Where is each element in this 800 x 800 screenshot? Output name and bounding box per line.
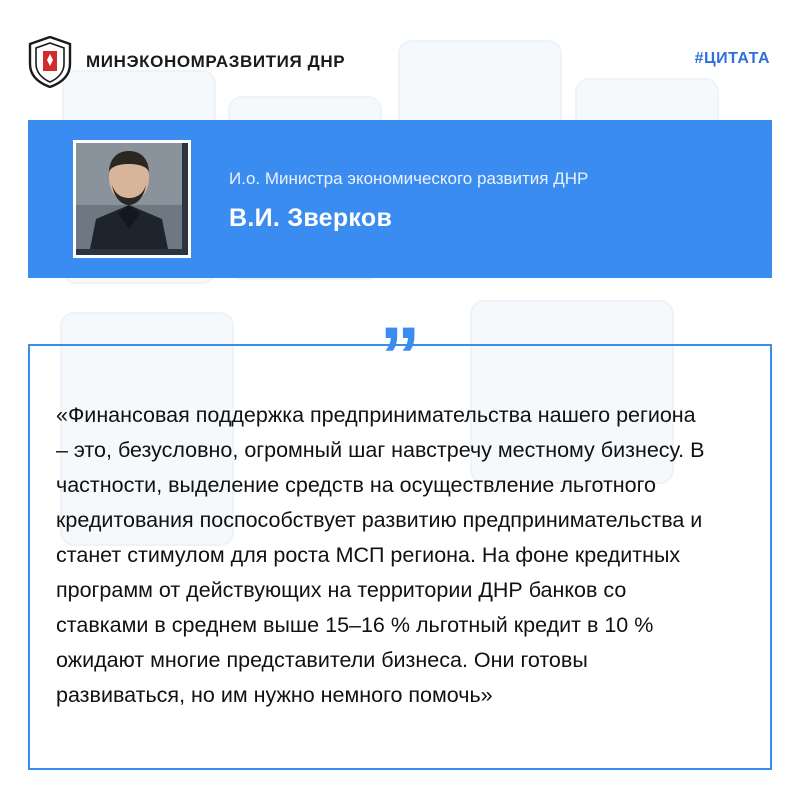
org-name: МИНЭКОНОМРАЗВИТИЯ ДНР [86, 52, 346, 71]
speaker-name: В.И. Зверков [229, 203, 393, 232]
avatar [73, 140, 191, 258]
quote-decoration: ” [28, 310, 772, 380]
speaker-bar [28, 120, 772, 278]
speaker-role: И.о. Министра экономического развития ДНР [229, 168, 589, 188]
header [0, 30, 800, 94]
quote-text: «Финансовая поддержка предпринимательства нашего региона – это, безусловно, огромный шаг навстречу местному бизнесу. В частности, выделение средств на осуществление льготного кредитования поспособствует развитию предпринимательства и станет стимулом для роста МСП региона. На фоне кредитных программ от действующих на территории ДНР банков со ставками в среднем выше 15–16 % льготный кредит в 10 % ожидают многие представители бизнеса. Они готовы развиваться, но им нужно немного помочь» [56, 403, 705, 707]
hashtag-label: #ЦИТАТА [694, 50, 770, 67]
speaker-info [229, 166, 588, 233]
logo [28, 36, 345, 88]
coat-of-arms-icon [28, 36, 72, 88]
